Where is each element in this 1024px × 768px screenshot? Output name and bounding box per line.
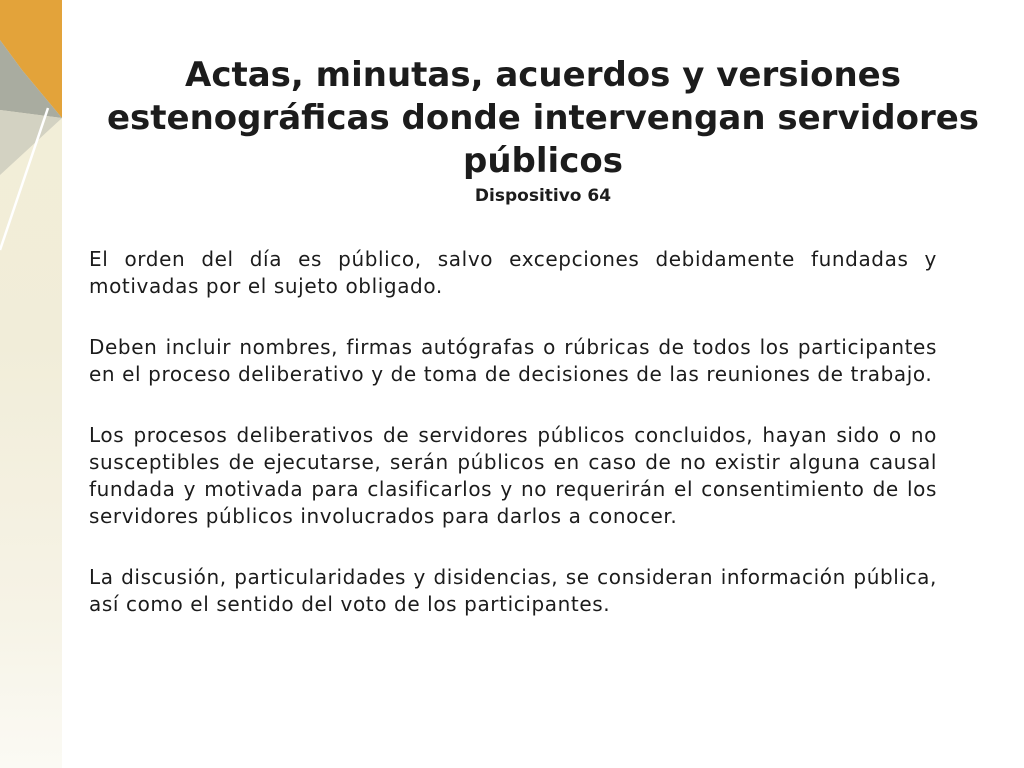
paragraph-3: Los procesos deliberativos de servidores públicos concluidos, hayan sido o no susceptibles de ejecutarse, serán públicos en caso de no existir alguna causal fundada y motivada para clasificarlos y no requerirán el consentimiento de los servidores públicos involucrados para darlos a conocer. [89,423,937,528]
corner-light-shape [0,110,62,175]
slide-title: Actas, minutas, acuerdos y versiones estenográficas donde intervengan servidores públicos [106,55,980,181]
slide-content [89,246,937,652]
paragraph-2: Deben incluir nombres, firmas autógrafas o rúbricas de todos los participantes en el proceso deliberativo y de toma de decisiones de las reuniones de trabajo. [89,335,937,386]
corner-decoration [0,0,62,260]
slide-subtitle: Dispositivo 64 [474,186,612,206]
paragraph-4: La discusión, particularidades y disidencias, se consideran información pública, así como el sentido del voto de los participantes. [89,565,937,616]
title-block [62,54,1024,207]
paragraph-1: El orden del día es público, salvo excepciones debidamente fundadas y motivadas por el sujeto obligado. [89,247,937,298]
